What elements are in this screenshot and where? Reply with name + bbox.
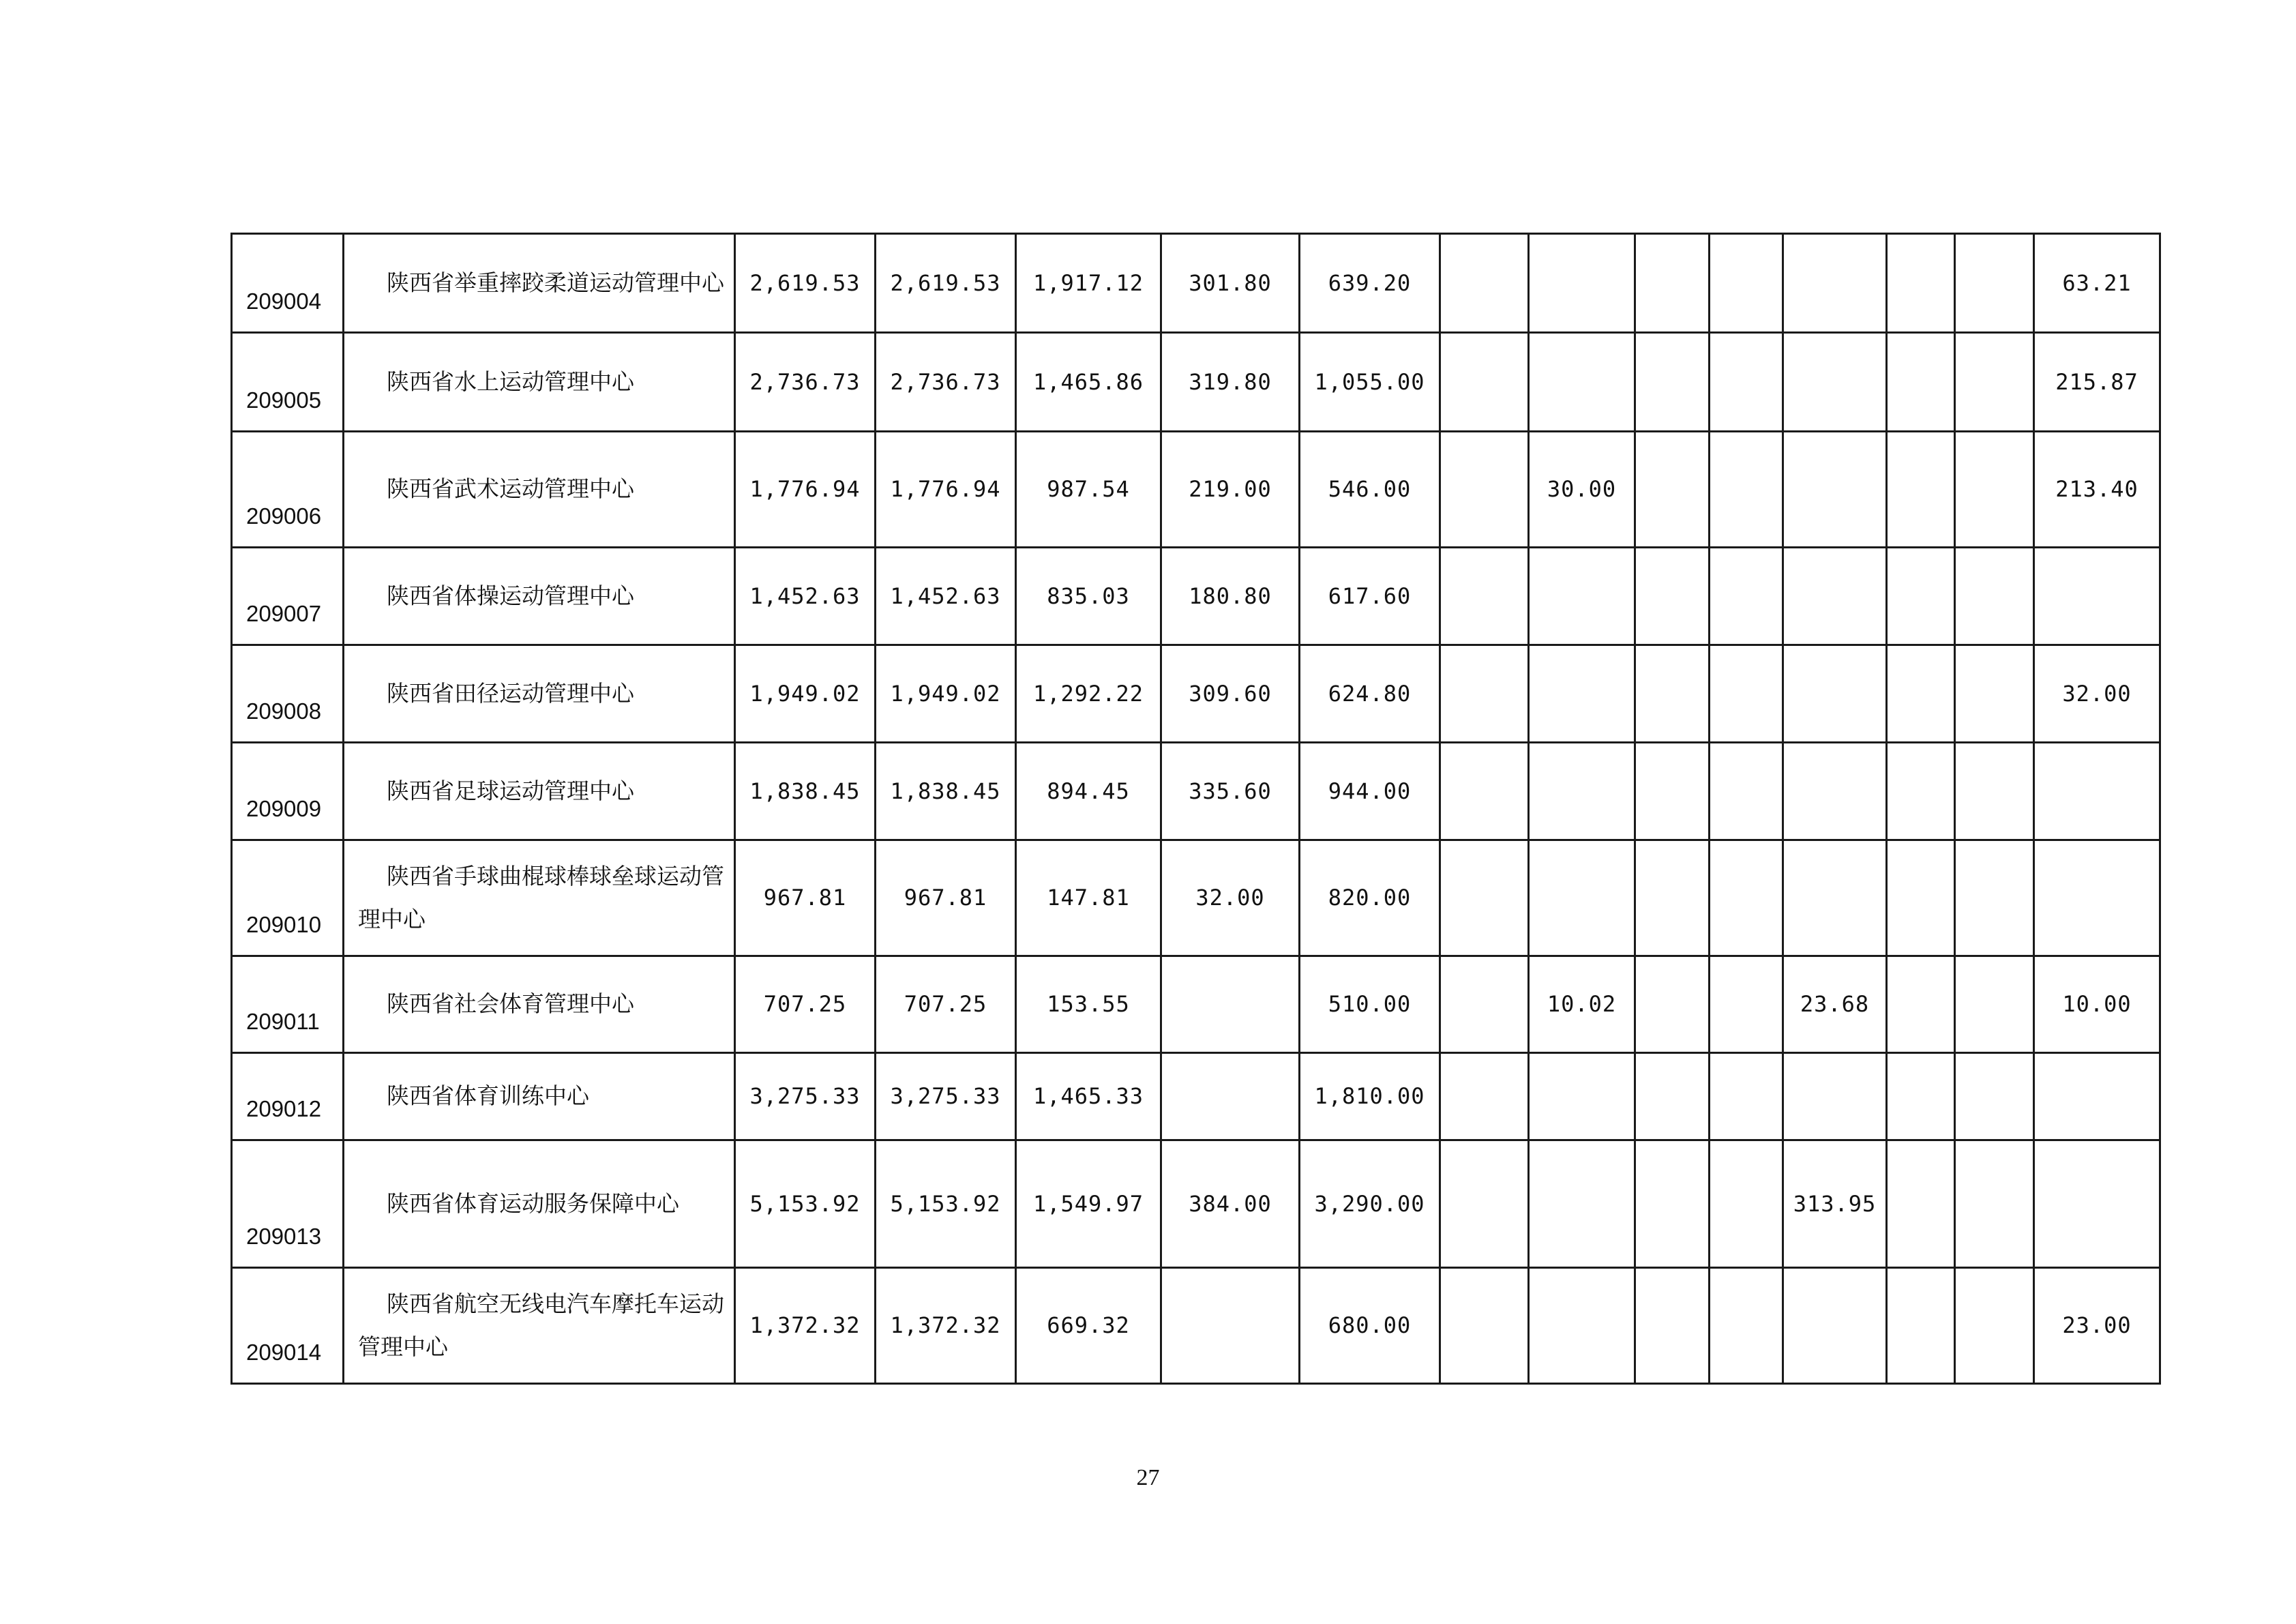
unit-code-cell: 209005: [232, 333, 344, 432]
amount-cell: [1440, 333, 1529, 432]
amount-cell: 309.60: [1161, 645, 1300, 743]
amount-cell: [1783, 1268, 1887, 1384]
amount-cell: 147.81: [1016, 840, 1161, 956]
amount-cell: [1783, 1053, 1887, 1140]
unit-code-cell: 209013: [232, 1140, 344, 1268]
table-row: [232, 333, 2160, 432]
amount-cell: 1,776.94: [876, 432, 1016, 548]
amount-cell: 2,619.53: [876, 234, 1016, 333]
amount-cell: [1887, 548, 1955, 645]
amount-cell: [1635, 333, 1710, 432]
amount-cell: [1440, 956, 1529, 1053]
amount-cell: 23.00: [2034, 1268, 2160, 1384]
amount-cell: [1440, 1140, 1529, 1268]
budget-table: [230, 233, 2161, 1385]
amount-cell: [1887, 1268, 1955, 1384]
amount-cell: [1887, 234, 1955, 333]
amount-cell: [1440, 743, 1529, 840]
amount-cell: 32.00: [2034, 645, 2160, 743]
amount-cell: 32.00: [1161, 840, 1300, 956]
amount-cell: 30.00: [1529, 432, 1635, 548]
amount-cell: 967.81: [735, 840, 876, 956]
amount-cell: [2034, 743, 2160, 840]
amount-cell: [1955, 1053, 2034, 1140]
amount-cell: 335.60: [1161, 743, 1300, 840]
amount-cell: [2034, 548, 2160, 645]
amount-cell: [1710, 743, 1783, 840]
amount-cell: [1955, 1140, 2034, 1268]
amount-cell: 669.32: [1016, 1268, 1161, 1384]
unit-name-cell: 陕西省手球曲棍球棒球垒球运动管理中心: [344, 840, 735, 956]
amount-cell: [1529, 1053, 1635, 1140]
amount-cell: 1,452.63: [735, 548, 876, 645]
amount-cell: [1955, 333, 2034, 432]
table-row: [232, 548, 2160, 645]
amount-cell: [1440, 432, 1529, 548]
amount-cell: 1,055.00: [1300, 333, 1440, 432]
amount-cell: 1,549.97: [1016, 1140, 1161, 1268]
page-number: 27: [1136, 1465, 1160, 1490]
amount-cell: [1783, 645, 1887, 743]
amount-cell: 5,153.92: [876, 1140, 1016, 1268]
amount-cell: [1710, 840, 1783, 956]
amount-cell: [1887, 840, 1955, 956]
unit-code-cell: 209004: [232, 234, 344, 333]
amount-cell: [1440, 234, 1529, 333]
amount-cell: 3,275.33: [876, 1053, 1016, 1140]
amount-cell: [1887, 743, 1955, 840]
amount-cell: [1887, 956, 1955, 1053]
amount-cell: [1440, 840, 1529, 956]
unit-code-cell: 209007: [232, 548, 344, 645]
amount-cell: [1161, 956, 1300, 1053]
amount-cell: [1710, 1053, 1783, 1140]
amount-cell: 2,736.73: [876, 333, 1016, 432]
table-row: [232, 840, 2160, 956]
amount-cell: [1529, 840, 1635, 956]
amount-cell: [1529, 548, 1635, 645]
amount-cell: [1710, 432, 1783, 548]
amount-cell: [1887, 333, 1955, 432]
amount-cell: 215.87: [2034, 333, 2160, 432]
unit-name-cell: 陕西省航空无线电汽车摩托车运动管理中心: [344, 1268, 735, 1384]
amount-cell: 1,917.12: [1016, 234, 1161, 333]
amount-cell: 3,290.00: [1300, 1140, 1440, 1268]
amount-cell: 617.60: [1300, 548, 1440, 645]
unit-code-cell: 209010: [232, 840, 344, 956]
amount-cell: [1710, 234, 1783, 333]
unit-name-cell: 陕西省水上运动管理中心: [344, 333, 735, 432]
amount-cell: [1955, 645, 2034, 743]
amount-cell: [1710, 333, 1783, 432]
amount-cell: [1783, 548, 1887, 645]
amount-cell: [2034, 840, 2160, 956]
amount-cell: 639.20: [1300, 234, 1440, 333]
amount-cell: [1635, 743, 1710, 840]
unit-name-cell: 陕西省武术运动管理中心: [344, 432, 735, 548]
amount-cell: [1710, 956, 1783, 1053]
amount-cell: 1,776.94: [735, 432, 876, 548]
amount-cell: 894.45: [1016, 743, 1161, 840]
amount-cell: 5,153.92: [735, 1140, 876, 1268]
amount-cell: [2034, 1053, 2160, 1140]
amount-cell: 1,465.86: [1016, 333, 1161, 432]
amount-cell: 384.00: [1161, 1140, 1300, 1268]
amount-cell: [1635, 645, 1710, 743]
amount-cell: [1529, 743, 1635, 840]
table-row: [232, 432, 2160, 548]
amount-cell: 944.00: [1300, 743, 1440, 840]
table-row: [232, 234, 2160, 333]
amount-cell: [1710, 1140, 1783, 1268]
amount-cell: [1887, 1140, 1955, 1268]
table-row: [232, 1268, 2160, 1384]
amount-cell: 10.02: [1529, 956, 1635, 1053]
amount-cell: [1783, 432, 1887, 548]
amount-cell: 10.00: [2034, 956, 2160, 1053]
amount-cell: [1529, 333, 1635, 432]
amount-cell: [1955, 1268, 2034, 1384]
amount-cell: 213.40: [2034, 432, 2160, 548]
amount-cell: [1440, 1053, 1529, 1140]
amount-cell: [1783, 840, 1887, 956]
unit-code-cell: 209006: [232, 432, 344, 548]
amount-cell: 1,465.33: [1016, 1053, 1161, 1140]
amount-cell: 835.03: [1016, 548, 1161, 645]
amount-cell: [1635, 234, 1710, 333]
unit-name-cell: 陕西省社会体育管理中心: [344, 956, 735, 1053]
unit-code-cell: 209009: [232, 743, 344, 840]
amount-cell: [1161, 1053, 1300, 1140]
table-body: [232, 234, 2160, 1384]
amount-cell: 624.80: [1300, 645, 1440, 743]
amount-cell: 987.54: [1016, 432, 1161, 548]
amount-cell: 1,372.32: [876, 1268, 1016, 1384]
amount-cell: [1635, 1053, 1710, 1140]
amount-cell: 680.00: [1300, 1268, 1440, 1384]
amount-cell: 2,619.53: [735, 234, 876, 333]
amount-cell: [1710, 548, 1783, 645]
amount-cell: 1,949.02: [876, 645, 1016, 743]
unit-code-cell: 209012: [232, 1053, 344, 1140]
unit-name-cell: 陕西省体育运动服务保障中心: [344, 1140, 735, 1268]
amount-cell: 1,292.22: [1016, 645, 1161, 743]
amount-cell: [1887, 1053, 1955, 1140]
amount-cell: [1955, 956, 2034, 1053]
unit-name-cell: 陕西省田径运动管理中心: [344, 645, 735, 743]
amount-cell: 319.80: [1161, 333, 1300, 432]
table-row: [232, 956, 2160, 1053]
amount-cell: [1440, 548, 1529, 645]
amount-cell: [1783, 234, 1887, 333]
unit-name-cell: 陕西省举重摔跤柔道运动管理中心: [344, 234, 735, 333]
amount-cell: [1955, 840, 2034, 956]
amount-cell: 707.25: [735, 956, 876, 1053]
amount-cell: 967.81: [876, 840, 1016, 956]
unit-code-cell: 209014: [232, 1268, 344, 1384]
amount-cell: 3,275.33: [735, 1053, 876, 1140]
amount-cell: [1783, 333, 1887, 432]
amount-cell: [2034, 1140, 2160, 1268]
amount-cell: 2,736.73: [735, 333, 876, 432]
amount-cell: [1440, 1268, 1529, 1384]
amount-cell: 63.21: [2034, 234, 2160, 333]
amount-cell: [1529, 234, 1635, 333]
amount-cell: [1635, 432, 1710, 548]
amount-cell: [1529, 1268, 1635, 1384]
amount-cell: 1,372.32: [735, 1268, 876, 1384]
table-row: [232, 1053, 2160, 1140]
amount-cell: 707.25: [876, 956, 1016, 1053]
unit-name-cell: 陕西省体操运动管理中心: [344, 548, 735, 645]
unit-code-cell: 209011: [232, 956, 344, 1053]
amount-cell: [1635, 1268, 1710, 1384]
unit-code-cell: 209008: [232, 645, 344, 743]
unit-name-cell: 陕西省足球运动管理中心: [344, 743, 735, 840]
amount-cell: 313.95: [1783, 1140, 1887, 1268]
amount-cell: [1783, 743, 1887, 840]
amount-cell: [1955, 548, 2034, 645]
amount-cell: 820.00: [1300, 840, 1440, 956]
amount-cell: [1635, 956, 1710, 1053]
amount-cell: 510.00: [1300, 956, 1440, 1053]
amount-cell: [1710, 1268, 1783, 1384]
amount-cell: [1887, 645, 1955, 743]
amount-cell: [1887, 432, 1955, 548]
amount-cell: 1,452.63: [876, 548, 1016, 645]
amount-cell: [1955, 432, 2034, 548]
amount-cell: 153.55: [1016, 956, 1161, 1053]
amount-cell: [1955, 743, 2034, 840]
amount-cell: [1635, 840, 1710, 956]
amount-cell: [1955, 234, 2034, 333]
amount-cell: [1635, 548, 1710, 645]
unit-name-cell: 陕西省体育训练中心: [344, 1053, 735, 1140]
amount-cell: 301.80: [1161, 234, 1300, 333]
amount-cell: [1529, 1140, 1635, 1268]
amount-cell: 1,949.02: [735, 645, 876, 743]
amount-cell: 1,810.00: [1300, 1053, 1440, 1140]
amount-cell: 23.68: [1783, 956, 1887, 1053]
amount-cell: 180.80: [1161, 548, 1300, 645]
amount-cell: [1635, 1140, 1710, 1268]
amount-cell: [1440, 645, 1529, 743]
table-row: [232, 743, 2160, 840]
table-row: [232, 1140, 2160, 1268]
amount-cell: 1,838.45: [735, 743, 876, 840]
amount-cell: 546.00: [1300, 432, 1440, 548]
amount-cell: 1,838.45: [876, 743, 1016, 840]
amount-cell: [1529, 645, 1635, 743]
amount-cell: [1710, 645, 1783, 743]
amount-cell: 219.00: [1161, 432, 1300, 548]
amount-cell: [1161, 1268, 1300, 1384]
table-row: [232, 645, 2160, 743]
